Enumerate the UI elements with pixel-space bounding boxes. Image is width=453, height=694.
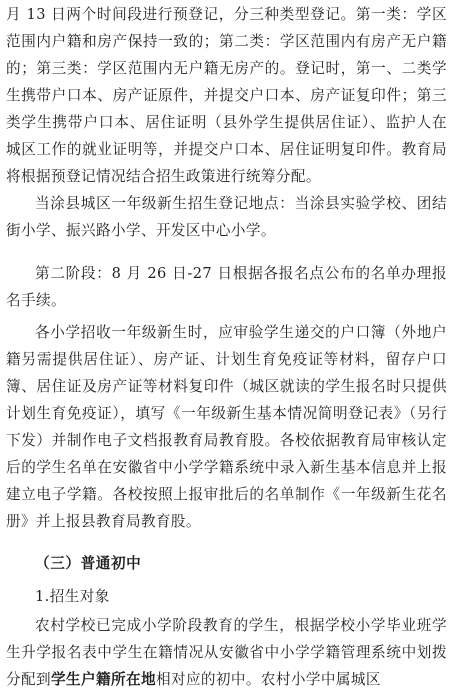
paragraph-registration-types <box>6 1 447 190</box>
paragraph-text: 各小学招收一年级新生时，应审验学生递交的户口簿（外地户籍另需提供居住证）、房产证、计划生育免疫证等材料，留存户口簿、居住证及房产证等材料复印件（城区就读的学生报名时只提供计划生育免疫证），填写《一年级新生基本情况简明登记表》（另行下发）并制作电子文档报教育局教育股。各校依据教育局审核认定后的学生名单在安徽省中小学学籍系统中录入新生基本信息并上报建立电子学籍。各校按照上报审批后的名单制作《一年级新生花名册》并上报县教育局教育股。 <box>6 324 447 530</box>
paragraph-enrollment-procedure <box>6 319 447 535</box>
emphasized-text: 学生户籍所在地 <box>50 671 156 688</box>
paragraph-text: 相对应的初中。农村小学中属城区 <box>155 671 381 688</box>
paragraph-stage-two <box>6 260 447 314</box>
paragraph-text: 农村学校已完成小学阶段教育的学生，根据学校小学毕业班学生升学报名表中学生在籍情况从安徽省中小学学籍管理系统中划拨分配到 <box>6 617 447 688</box>
subheading-enrollment-targets: 1.招生对象 <box>35 588 110 605</box>
paragraph-text: 当涂县城区一年级新生招生登记地点：当涂县实验学校、团结街小学、振兴路小学、开发区中心小学。 <box>6 195 447 239</box>
section-heading-junior-high: （三）普通初中 <box>35 555 142 572</box>
paragraph-rural-students <box>6 612 447 693</box>
paragraph-registration-locations <box>6 190 447 244</box>
paragraph-text: 月 13 日两个时间段进行预登记，分三种类型登记。第一类：学区范围内户籍和房产保持一致的；第二类：学区范围内有房产无户籍的；第三类：学区范围内无户籍无房产的。登记时，第一、二类学生携带户口本、房产证原件，并提交户口本、房产证复印件；第三类学生携带户口本、居住证明（县外学生提供居住证）、监护人在城区工作的就业证明等，并提交户口本、居住证明复印件。教育局将根据预登记情况结合招生政策进行统筹分配。 <box>6 6 447 185</box>
paragraph-text: 第二阶段：8 月 26 日-27 日根据各报名点公布的名单办理报名手续。 <box>6 265 447 309</box>
